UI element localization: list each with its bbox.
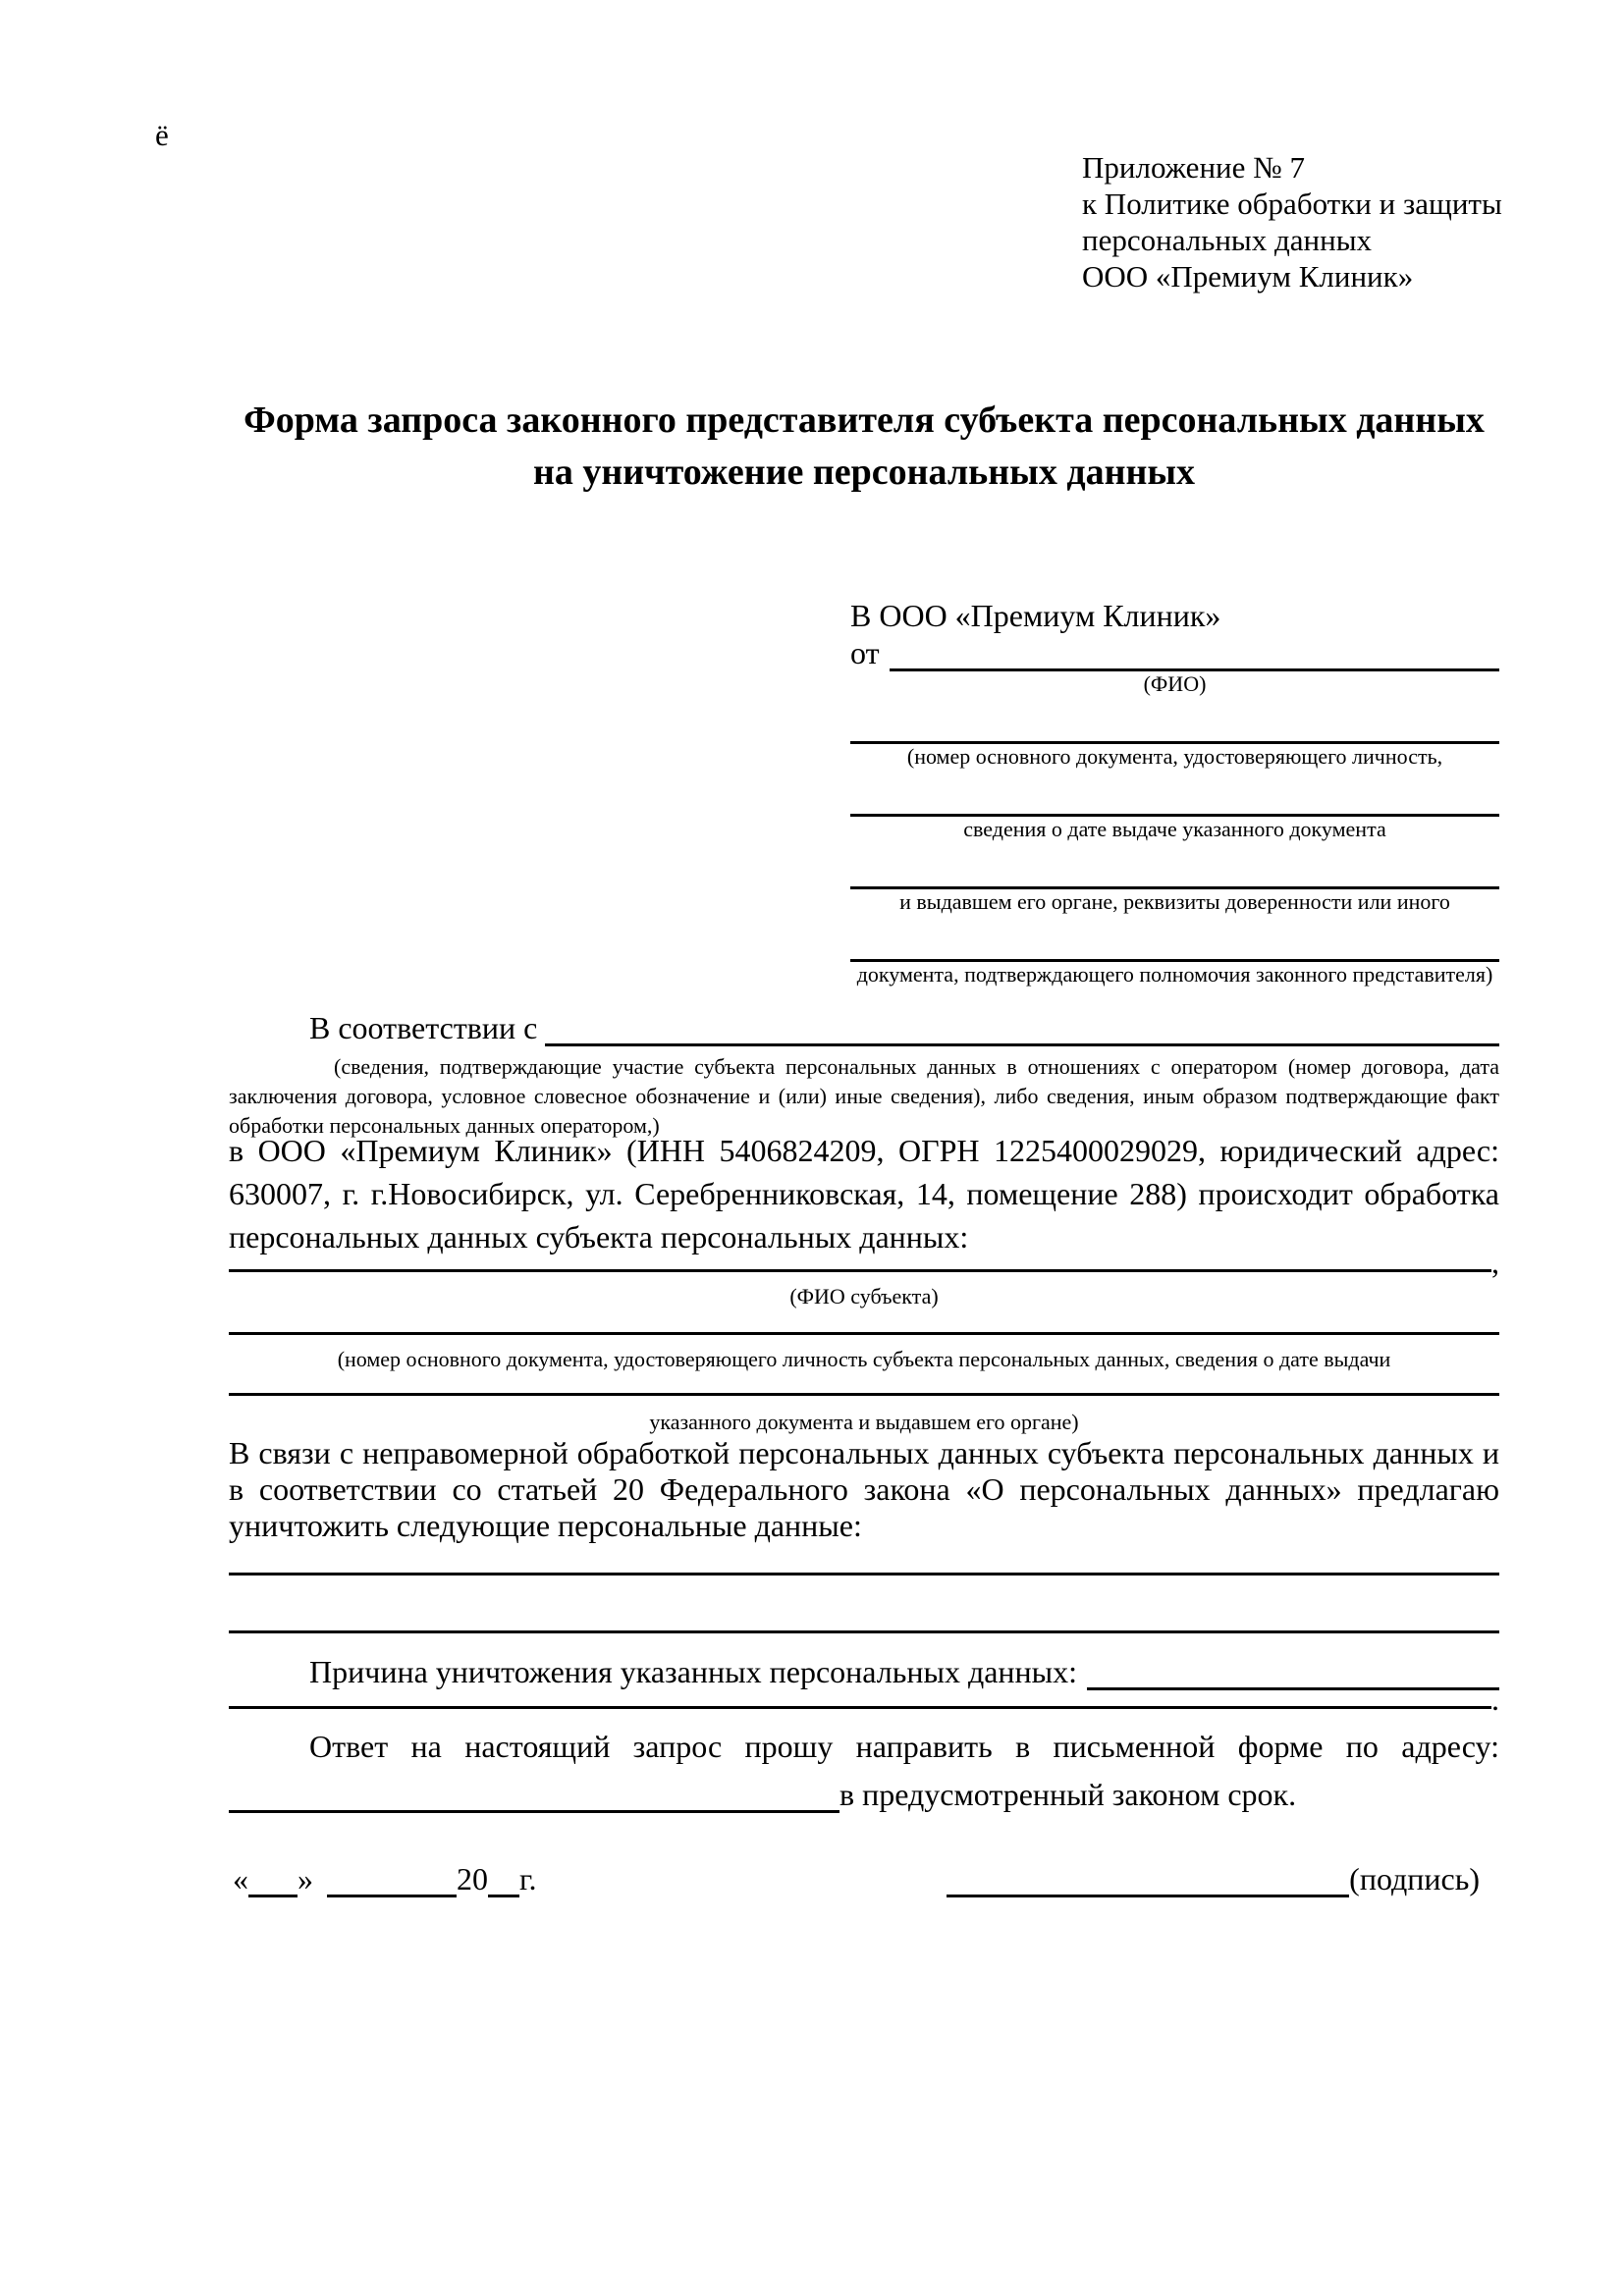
reply-tail: в предусмотренный законом срок. bbox=[839, 1777, 1297, 1812]
blank-line bbox=[850, 709, 1499, 744]
header-line: к Политике обработки и защиты bbox=[1082, 187, 1502, 221]
blank-line bbox=[229, 1706, 1491, 1709]
signature-footer bbox=[229, 1861, 1499, 1897]
blank-line bbox=[1087, 1687, 1499, 1690]
month-blank bbox=[327, 1865, 457, 1897]
accordance-caption: (сведения, подтверждающие участие субъекта персональных данных в отношениях с оператором (номер договора, дата заключения договора, условное словесное обозначение и (или) иные сведения), либо сведения, иным образом подтверждающие факт обработки персональных данных оператором,) bbox=[229, 1054, 1499, 1138]
blank-line-caption: и выдавшем его органе, реквизиты доверенности или иного bbox=[899, 889, 1450, 914]
blank-line bbox=[229, 1269, 1491, 1272]
operator-paragraph: в ООО «Премиум Клиник» (ИНН 5406824209, ОГРН 1225400029029, юридический адрес: 630007, г. г.Новосибирск, ул. Серебренниковская, 14, помещение 288) происходит обработка персональных данных субъекта персональных данных: bbox=[229, 1133, 1499, 1255]
main-body bbox=[229, 1129, 1499, 1813]
addressee-blank-row bbox=[850, 709, 1499, 770]
day-blank bbox=[248, 1865, 298, 1897]
from-label: от bbox=[850, 635, 880, 670]
trailing-comma: , bbox=[1491, 1245, 1499, 1280]
accordance-section bbox=[229, 1009, 1499, 1141]
fio-caption: (ФИО) bbox=[1143, 671, 1207, 696]
subject-doc-caption-2: указанного документа и выдавшем его органе) bbox=[649, 1410, 1079, 1434]
addressee-blank-row bbox=[850, 854, 1499, 915]
reply-paragraph: Ответ на настоящий запрос прошу направить в письменной форме по адресу: bbox=[309, 1729, 1499, 1764]
header-line: ООО «Премиум Клиник» bbox=[1082, 259, 1414, 294]
appendix-header bbox=[1082, 149, 1502, 294]
addressee-blank-row bbox=[850, 781, 1499, 842]
blank-line bbox=[850, 781, 1499, 817]
signature-caption: (подпись) bbox=[1349, 1861, 1480, 1896]
year-blank bbox=[488, 1865, 519, 1897]
addressee-block bbox=[850, 595, 1499, 988]
title-line-2: на уничтожение персональных данных bbox=[532, 452, 1196, 493]
header-line: Приложение № 7 bbox=[1082, 150, 1305, 185]
reply-address-row bbox=[229, 1772, 1499, 1813]
header-line: персональных данных bbox=[1082, 223, 1373, 257]
accordance-row bbox=[229, 1009, 1499, 1046]
reason-label: Причина уничтожения указанных персональных данных: bbox=[309, 1654, 1078, 1689]
quote-close: » bbox=[298, 1861, 313, 1896]
blank-line-caption: (номер основного документа, удостоверяющего личность, bbox=[906, 744, 1443, 769]
subject-doc-caption-1: (номер основного документа, удостоверяющего личность субъекта персональных данных, сведения о дате выдачи bbox=[337, 1347, 1391, 1371]
addressee-to: В ООО «Премиум Клиник» bbox=[850, 598, 1221, 633]
blank-line-caption: документа, подтверждающего полномочия законного представителя) bbox=[856, 962, 1493, 987]
quote-open: « bbox=[233, 1861, 248, 1896]
blank-line bbox=[229, 1575, 1499, 1633]
page-title bbox=[229, 395, 1499, 499]
date-field bbox=[229, 1861, 537, 1897]
title-line-1: Форма запроса законного представителя субъекта персональных данных bbox=[244, 400, 1485, 441]
blank-line bbox=[229, 1393, 1499, 1396]
from-row bbox=[850, 636, 1499, 671]
blank-line bbox=[850, 927, 1499, 962]
blank-line bbox=[229, 1777, 839, 1813]
year-prefix: 20 bbox=[457, 1861, 488, 1896]
subject-fio-caption: (ФИО субъекта) bbox=[789, 1284, 939, 1308]
blank-line bbox=[229, 1332, 1499, 1335]
trailing-period: . bbox=[1491, 1682, 1499, 1717]
year-suffix: г. bbox=[519, 1861, 537, 1896]
accordance-blank-line bbox=[545, 1043, 1499, 1046]
accordance-label: В соответствии с bbox=[309, 1010, 538, 1045]
blank-line bbox=[850, 854, 1499, 889]
stray-char: ё bbox=[155, 118, 169, 152]
addressee-blank-row bbox=[850, 927, 1499, 988]
demand-paragraph: В связи с неправомерной обработкой персональных данных субъекта персональных данных и в соответствии со статьей 20 Федерального закона «О персональных данных» предлагаю уничтожить следующие персональные данные: bbox=[229, 1435, 1499, 1543]
blank-line-caption: сведения о дате выдаче указанного документа bbox=[963, 817, 1386, 841]
subject-doc-row bbox=[229, 1306, 1499, 1335]
signature-blank bbox=[947, 1865, 1349, 1897]
signature-field bbox=[947, 1861, 1480, 1897]
